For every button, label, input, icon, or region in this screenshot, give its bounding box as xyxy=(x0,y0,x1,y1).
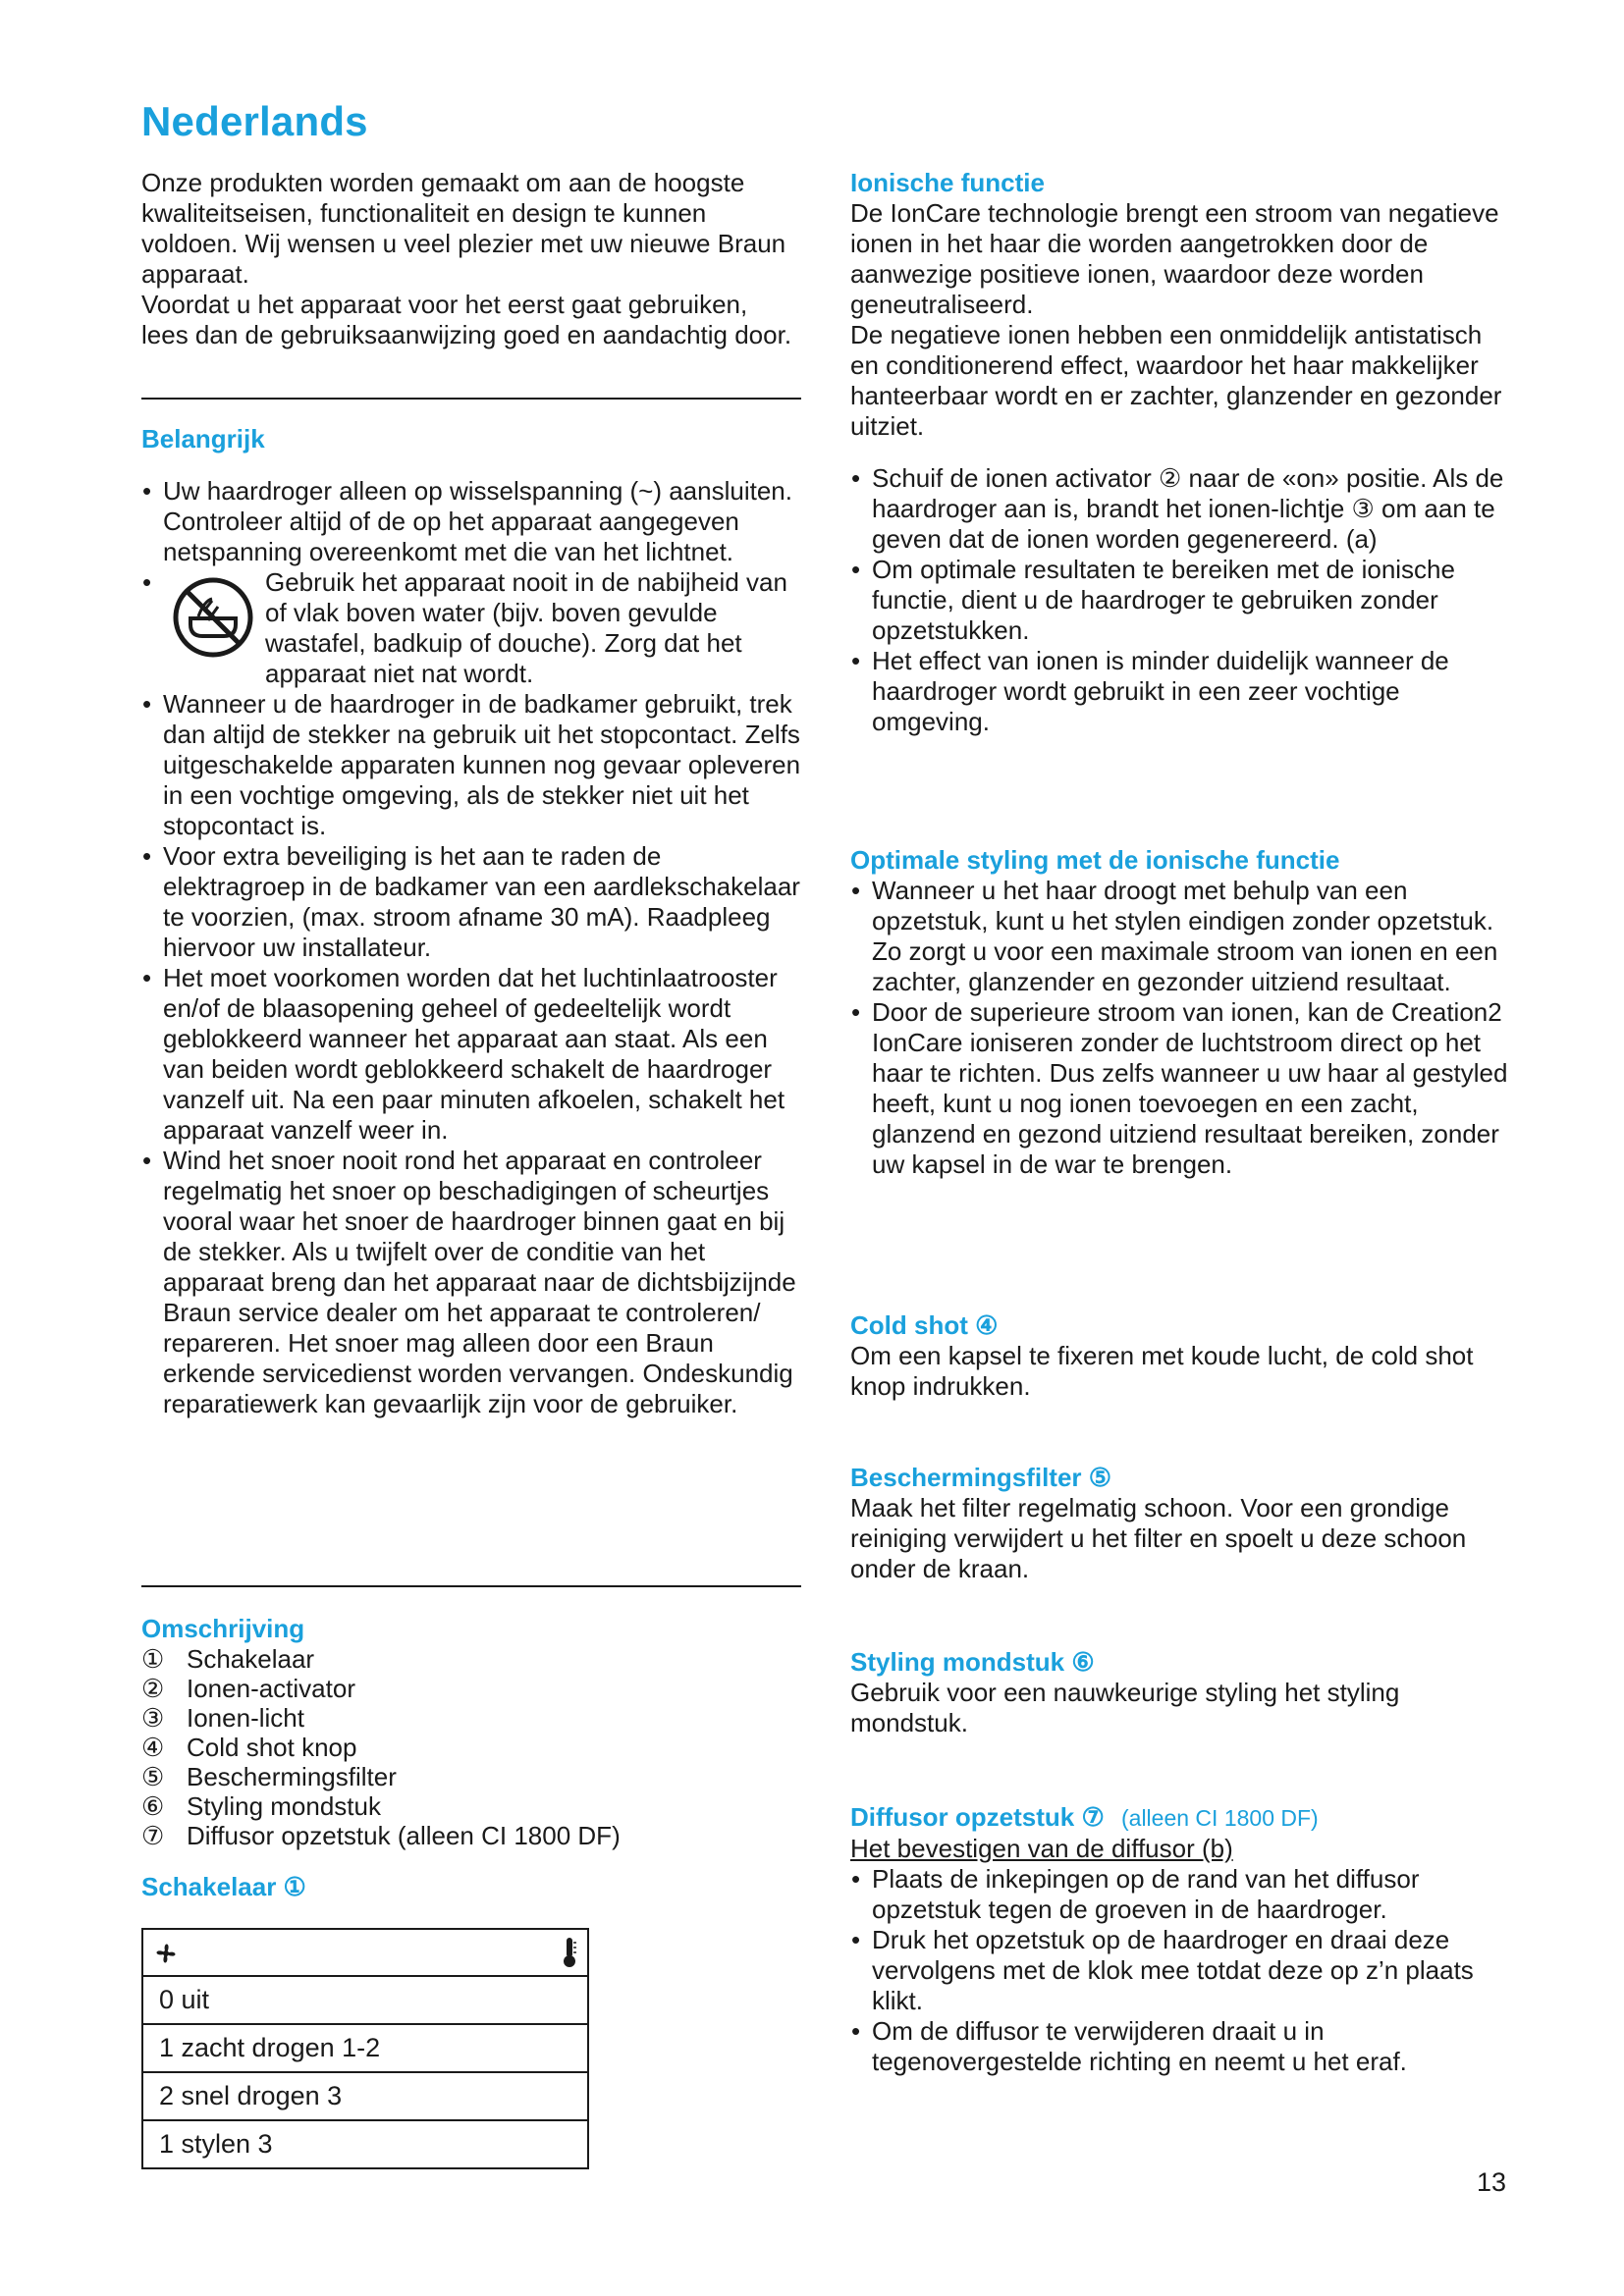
omschrijving-section xyxy=(141,1614,801,1850)
diffusor-heading xyxy=(850,1802,1513,1834)
part-label: Ionen-activator xyxy=(187,1674,355,1703)
list-item: • Wanneer u de haardroger in de badkamer gebruikt, trek dan altijd de stekker na gebruik uit het stopcontact. Zelfs uitgeschakelde apparaten kunnen nog gevaar opleveren in een vochtige omgeving, als de stekker niet uit het stopcontact is. xyxy=(141,689,801,841)
switch-table-row: 1 zacht drogen 1-2 xyxy=(142,2024,588,2072)
switch-table-row: 1 stylen 3 xyxy=(142,2120,588,2168)
page-number: 13 xyxy=(1477,2167,1507,2197)
fan-icon xyxy=(151,1939,181,1968)
coldshot-section xyxy=(850,1310,1513,1402)
switch-table-row: 0 uit xyxy=(142,1976,588,2024)
part-number: ⑦ xyxy=(141,1821,165,1850)
list-item: • Om de diffusor te verwijderen draait u in tegenovergestelde richting en neemt u het eraf. xyxy=(850,2016,1513,2077)
part-label: Ionen-licht xyxy=(187,1703,304,1733)
diffusor-title: Diffusor opzetstuk ⑦ xyxy=(850,1802,1105,1832)
ionische-section xyxy=(850,168,1513,737)
list-item: • Het effect van ionen is minder duidelijk wanneer de haardroger wordt gebruikt in een zeer vochtige omgeving. xyxy=(850,646,1513,737)
part-label: Cold shot knop xyxy=(187,1733,357,1762)
part-label: Schakelaar xyxy=(187,1644,315,1674)
part-label: Styling mondstuk xyxy=(187,1791,381,1821)
ionische-paragraph: De negatieve ionen hebben een onmiddelijk antistatisch en conditionerend effect, waardoor het haar makkelijker hanteerbaar wordt en er zachter, glanzender en gezonder uitziet. xyxy=(850,320,1502,441)
filter-heading: Beschermingsfilter ⑤ xyxy=(850,1463,1112,1492)
styling-text: Gebruik voor een nauwkeurige styling het styling mondstuk. xyxy=(850,1678,1400,1737)
belangrijk-section xyxy=(141,424,801,1419)
diffusor-section xyxy=(850,1802,1513,2077)
list-item xyxy=(141,567,801,689)
list-item xyxy=(141,1762,801,1791)
list-item xyxy=(141,1674,801,1703)
styling-heading: Styling mondstuk ⑥ xyxy=(850,1647,1095,1677)
list-item xyxy=(141,1733,801,1762)
optimale-heading: Optimale styling met de ionische functie xyxy=(850,845,1340,875)
optimale-section xyxy=(850,845,1513,1180)
switch-table xyxy=(141,1928,589,2169)
list-item: • Wind het snoer nooit rond het apparaat en controleer regelmatig het snoer op beschadigingen of scheurtjes vooral waar het snoer de haardroger binnen gaat en bij de stekker. Als u twijfelt over de conditie van het apparaat breng dan het apparaat naar de dichtsbijzijnde Braun service dealer om het apparaat te controleren/ repareren. Het snoer mag alleen door een Braun erkende servicedienst worden vervangen. Ondeskundig reparatiewerk kan gevaarlijk zijn voor de gebruiker. xyxy=(141,1146,801,1419)
list-item: • Schuif de ionen activator ② naar de «on» positie. Als de haardroger aan is, brandt het ionen-lichtje ③ om aan te geven dat de ionen worden gegenereerd. (a) xyxy=(850,463,1513,555)
page-title: Nederlands xyxy=(141,98,368,144)
part-number: ③ xyxy=(141,1703,165,1733)
list-item: • Het moet voorkomen worden dat het luchtinlaatrooster en/of de blaasopening geheel of gedeeltelijk wordt geblokkeerd wanneer het apparaat aan staat. Als een van beiden wordt geblokkeerd schakelt de haardroger vanzelf uit. Na een paar minuten afkoelen, schakelt het apparaat vanzelf weer in. xyxy=(141,963,801,1146)
warning-text: • Gebruik het apparaat nooit in de nabijheid van of vlak boven water (bijv. boven gevulde wastafel, badkuip of douche). Zorg dat het apparaat niet nat wordt. xyxy=(265,567,787,688)
part-number: ① xyxy=(141,1644,165,1674)
part-number: ④ xyxy=(141,1733,165,1762)
list-item: • Door de superieure stroom van ionen, kan de Creation2 IonCare ioniseren zonder de luchtstroom direct op het haar te richten. Dus zelfs wanneer u uw haar al gestyled heeft, kunt u nog ionen toevoegen en een zacht, glanzend en gezond uitziend resultaat bereiken, zonder uw kapsel in de war te brengen. xyxy=(850,997,1513,1180)
belangrijk-list xyxy=(141,476,801,1419)
filter-text: Maak het filter regelmatig schoon. Voor een grondige reiniging verwijdert u het filter en spoelt u deze schoon onder de kraan. xyxy=(850,1493,1467,1583)
divider xyxy=(141,398,801,400)
list-item: • Om optimale resultaten te bereiken met de ionische functie, dient u de haardroger te gebruiken zonder opzetstukken. xyxy=(850,555,1513,646)
list-item: • Plaats de inkepingen op de rand van het diffusor opzetstuk tegen de groeven in de haardroger. xyxy=(850,1864,1513,1925)
switch-table-row: 2 snel drogen 3 xyxy=(142,2072,588,2120)
list-item: • Wanneer u het haar droogt met behulp van een opzetstuk, kunt u het stylen eindigen zonder opzetstuk. Zo zorgt u voor een maximale stroom van ionen en een zachter, glanzender en gezonder uitziend resultaat. xyxy=(850,876,1513,997)
no-water-bathtub-icon xyxy=(169,573,257,662)
intro xyxy=(141,168,801,350)
diffusor-list xyxy=(850,1864,1513,2077)
list-item xyxy=(141,1703,801,1733)
part-number: ② xyxy=(141,1674,165,1703)
ionische-paragraph: De IonCare technologie brengt een stroom van negatieve ionen in het haar die worden aangetrokken door de aanwezige positieve ionen, waardoor deze worden geneutraliseerd. xyxy=(850,198,1499,319)
list-item: • Druk het opzetstuk op de haardroger en draai deze vervolgens met de klok mee totdat deze op z’n plaats klikt. xyxy=(850,1925,1513,2016)
styling-section xyxy=(850,1647,1513,1738)
list-item: • Voor extra beveiliging is het aan te raden de elektragroep in de badkamer van een aardlekschakelaar te voorzien, (max. stroom afname 30 mA). Raadpleeg hiervoor uw installateur. xyxy=(141,841,801,963)
list-item xyxy=(141,1644,801,1674)
diffusor-subtitle: (alleen CI 1800 DF) xyxy=(1121,1805,1319,1831)
thermometer-icon xyxy=(560,1936,579,1969)
filter-section xyxy=(850,1463,1513,1584)
part-number: ⑤ xyxy=(141,1762,165,1791)
list-item xyxy=(141,1821,801,1850)
part-label: Beschermingsfilter xyxy=(187,1762,397,1791)
list-item xyxy=(141,1791,801,1821)
schakelaar-heading: Schakelaar ① xyxy=(141,1872,306,1901)
part-label: Diffusor opzetstuk (alleen CI 1800 DF) xyxy=(187,1821,621,1850)
ionische-heading: Ionische functie xyxy=(850,168,1045,197)
switch-table-header xyxy=(142,1929,588,1976)
belangrijk-heading: Belangrijk xyxy=(141,424,265,454)
optimale-list xyxy=(850,876,1513,1180)
divider xyxy=(141,1585,801,1587)
intro-paragraph: Voordat u het apparaat voor het eerst gaat gebruiken, lees dan de gebruiksaanwijzing goed en aandachtig door. xyxy=(141,290,792,349)
ionische-list xyxy=(850,463,1513,737)
diffusor-attach-heading: Het bevestigen van de diffusor (b) xyxy=(850,1834,1233,1863)
omschrijving-heading: Omschrijving xyxy=(141,1614,305,1643)
part-number: ⑥ xyxy=(141,1791,165,1821)
coldshot-heading: Cold shot ④ xyxy=(850,1310,999,1340)
parts-list xyxy=(141,1644,801,1850)
coldshot-text: Om een kapsel te fixeren met koude lucht, de cold shot knop indrukken. xyxy=(850,1341,1474,1401)
list-item: • Uw haardroger alleen op wisselspanning (~) aansluiten. Controleer altijd of de op het apparaat aangegeven netspanning overeenkomt met die van het lichtnet. xyxy=(141,476,801,567)
intro-paragraph: Onze produkten worden gemaakt om aan de hoogste kwaliteitseisen, functionaliteit en design te kunnen voldoen. Wij wensen u veel plezier met uw nieuwe Braun apparaat. xyxy=(141,168,786,289)
